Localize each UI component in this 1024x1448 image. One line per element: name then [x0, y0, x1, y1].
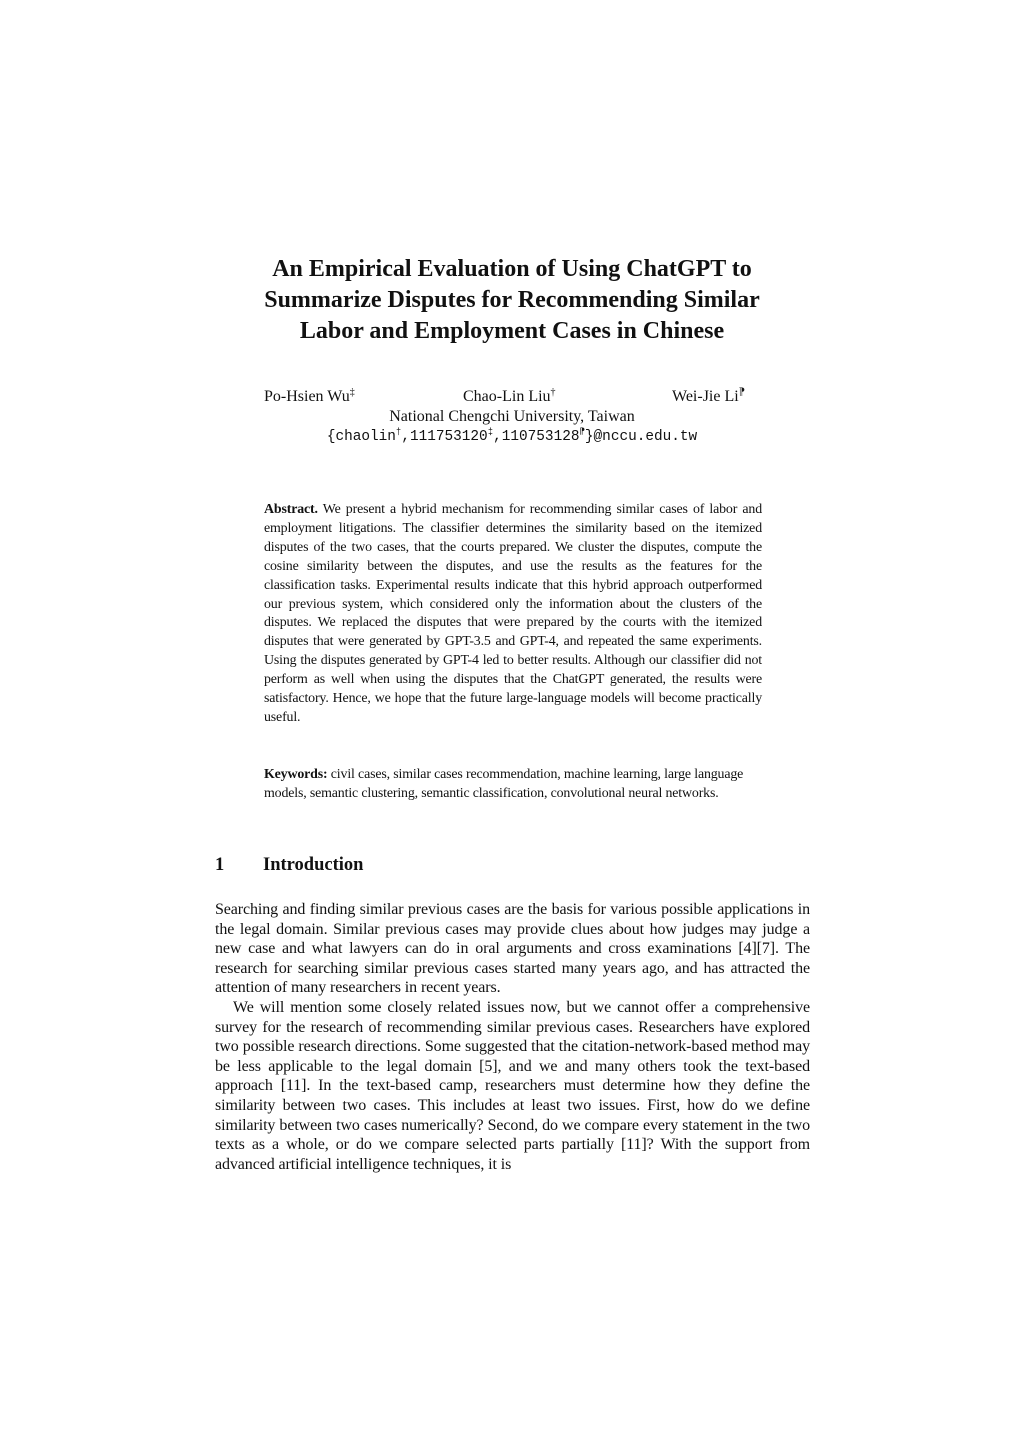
email-id: 110753128 [501, 429, 580, 445]
abstract-label: Abstract. [264, 502, 318, 517]
email-mark: † [395, 427, 402, 437]
author-mark: ⁋ [738, 387, 746, 398]
paper-title [0, 254, 1024, 347]
affiliation: National Chengchi University, Taiwan [389, 408, 635, 425]
author-mark: † [550, 387, 556, 398]
introduction-body [215, 900, 810, 1174]
author-name: Po-Hsien Wu [264, 388, 350, 405]
author-emails: {chaolin†,111753120‡,110753128⁋}@nccu.edu.tw [326, 427, 698, 445]
email-id: 111753120 [409, 429, 488, 445]
email-mark: ‡ [487, 427, 494, 437]
abstract [264, 501, 762, 728]
email-domain: }@nccu.edu.tw [584, 429, 698, 445]
author-mark: ‡ [349, 387, 355, 398]
title-line: Labor and Employment Cases in Chinese [299, 318, 725, 344]
paragraph: We will mention some closely related issues now, but we cannot offer a comprehensive survey for the research of recommending similar previous cases. Researchers have explored two possible research directions. Some suggested that the citation-network-based method may be less applicable to the legal domain [5], and we and many others took the text-based approach [11]. In the text-based camp, researchers must determine how they define the similarity between two cases. This includes at least two issues. First, how do we define similarity between two cases numerically? Second, do we compare every statement in the two texts as a whole, or do we compare selected parts partially [11]? With the support from advanced artificial intelligence techniques, it is [215, 998, 810, 1173]
email-mark: ⁋ [579, 427, 585, 437]
author [264, 388, 355, 406]
paragraph: Searching and finding similar previous cases are the basis for various possible applications in the legal domain. Similar previous cases may provide clues about how judges may judge a new case and what lawyers can do in oral arguments and cross examinations [4][7]. The research for searching similar previous cases started many years ago, and has attracted the attention of many researchers in recent years. [215, 901, 810, 997]
author [463, 388, 556, 406]
author-list [0, 388, 1024, 410]
keywords [264, 766, 762, 804]
author-name: Chao-Lin Liu [463, 388, 551, 405]
author [672, 388, 745, 406]
email-id: chaolin [335, 429, 396, 445]
keywords-text: civil cases, similar cases recommendation, machine learning, large language models, semantic clustering, semantic classification, convolutional neural networks. [264, 767, 744, 801]
title-line: Summarize Disputes for Recommending Similar [264, 287, 760, 313]
section-title: Introduction [263, 855, 364, 875]
abstract-text: We present a hybrid mechanism for recommending similar cases of labor and employment litigations. The classifier determines the similarity based on the itemized disputes of the two cases, that the courts prepared. We cluster the disputes, compute the cosine similarity between the disputes, and use the results as the features for the classification tasks. Experimental results indicate that this hybrid approach outperformed our previous system, which considered only the information about the clusters of the disputes. We replaced the disputes that were prepared by the courts with the itemized disputes that were generated by GPT-3.5 and GPT-4, and repeated the same experiments. Using the disputes generated by GPT-4 led to better results. Although our classifier did not perform as well when using the disputes that the ChatGPT generated, the results were satisfactory. Hence, we hope that the future large-language models will become practically useful. [264, 502, 762, 725]
keywords-label: Keywords: [264, 767, 328, 782]
author-name: Wei-Jie Li [672, 388, 739, 405]
section-number: 1 [215, 855, 225, 875]
title-line: An Empirical Evaluation of Using ChatGPT to [272, 256, 752, 282]
